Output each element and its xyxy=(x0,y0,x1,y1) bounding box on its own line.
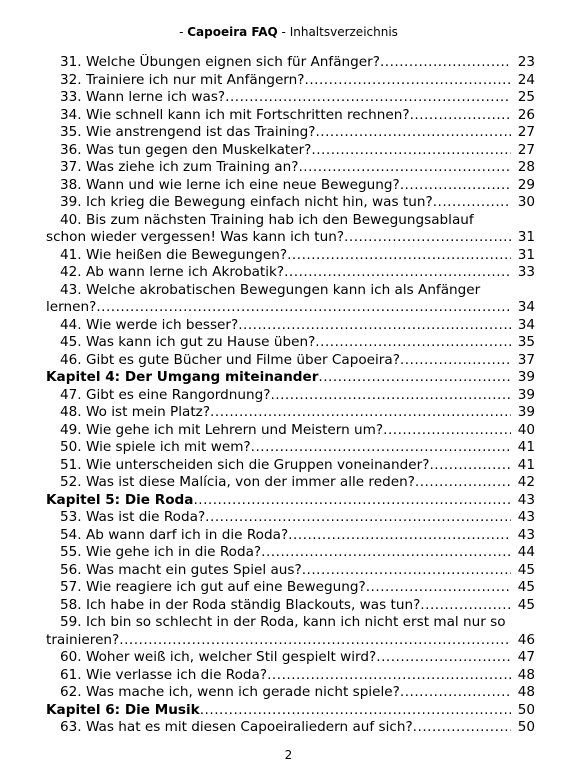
header-suffix: - Inhaltsverzeichnis xyxy=(277,25,398,39)
toc-entry-title: 40. Bis zum nächsten Training hab ich den Bewegungsablauf xyxy=(60,211,474,228)
toc-entry-line xyxy=(60,247,535,265)
toc-entry-title-line2: schon wieder vergessen! Was kann ich tun? xyxy=(46,229,345,245)
toc-entry-line xyxy=(60,562,535,580)
toc-entry-title-line2: trainieren? xyxy=(46,631,120,648)
toc-page-number: 33 xyxy=(511,264,535,282)
toc-entry-title: 57. Wie reagiere ich gut auf eine Bewegung? xyxy=(60,579,366,595)
toc-entry[interactable] xyxy=(0,247,577,265)
toc-entry-line xyxy=(60,177,535,195)
toc-entry-line xyxy=(60,579,535,597)
dot-leader xyxy=(287,247,535,263)
toc-entry-line xyxy=(60,334,535,352)
toc-entry-line xyxy=(60,142,535,160)
dot-leader xyxy=(305,72,536,88)
toc-entry[interactable] xyxy=(0,457,577,475)
toc-page-number: 48 xyxy=(511,684,535,702)
toc-entry-title: 50. Wie spiele ich mit wem? xyxy=(60,439,251,455)
toc-entry[interactable] xyxy=(0,89,577,107)
dot-leader xyxy=(200,702,535,718)
toc-entry-title-continued xyxy=(46,229,535,247)
toc-entry-title: 59. Ich bin so schlecht in der Roda, kann ich nicht erst mal nur so xyxy=(60,614,506,630)
toc-page-number: 50 xyxy=(511,702,535,720)
toc-entry-line xyxy=(60,89,535,107)
toc-entry-title: 56. Was macht ein gutes Spiel aus? xyxy=(60,561,302,578)
toc-entry-title: 52. Was ist diese Malícia, von der immer alle reden? xyxy=(60,474,415,490)
toc-entry-line xyxy=(60,439,535,457)
toc-entry-title: 55. Wie gehe ich in die Roda? xyxy=(60,544,262,560)
toc-page-number: 48 xyxy=(511,667,535,685)
toc-page-number: 30 xyxy=(511,194,535,212)
toc-entry[interactable] xyxy=(0,719,577,737)
toc-entry-title: 43. Welche akrobatischen Bewegungen kann ich als Anfänger xyxy=(60,281,481,298)
toc-entry[interactable] xyxy=(0,264,577,282)
toc-entry-line xyxy=(60,597,535,615)
toc-entry-line xyxy=(60,159,535,177)
toc-entry-title: 51. Wie unterscheiden sich die Gruppen voneinander? xyxy=(60,456,430,473)
toc-page-number: 45 xyxy=(511,579,535,597)
dot-leader xyxy=(315,334,535,350)
toc-entry[interactable] xyxy=(0,334,577,352)
page-number: 2 xyxy=(284,748,293,762)
toc-page-number: 31 xyxy=(511,247,535,265)
toc-entry[interactable] xyxy=(0,212,577,247)
toc-page-number: 39 xyxy=(511,369,535,387)
toc-entry-title: 39. Ich krieg die Bewegung einfach nicht hin, was tun? xyxy=(60,194,433,210)
dot-leader xyxy=(210,404,535,420)
toc-page-number: 50 xyxy=(511,719,535,737)
toc-entry-title-line2: lernen? xyxy=(46,299,97,315)
toc-entry[interactable] xyxy=(0,544,577,562)
toc-entry-line xyxy=(60,107,535,125)
toc-entry-line xyxy=(60,544,535,562)
toc-entry-line xyxy=(60,124,535,142)
toc-entry-title: 61. Wie verlasse ich die Roda? xyxy=(60,666,268,683)
toc-entry[interactable] xyxy=(0,54,577,72)
toc-entry-line xyxy=(60,264,535,282)
toc-page-number: 41 xyxy=(511,457,535,475)
dot-leader xyxy=(318,369,535,385)
toc-page-number: 40 xyxy=(511,422,535,440)
toc-page-number: 39 xyxy=(511,404,535,422)
toc-page-number: 47 xyxy=(511,649,535,667)
toc-entry[interactable] xyxy=(0,177,577,195)
toc-entry-line xyxy=(60,194,535,212)
toc-entry[interactable] xyxy=(0,527,577,545)
toc-entry[interactable] xyxy=(0,649,577,667)
toc-chapter-entry[interactable] xyxy=(0,492,577,510)
toc-entry-line xyxy=(46,702,535,720)
toc-page-number: 37 xyxy=(511,352,535,370)
toc-entry[interactable] xyxy=(0,107,577,125)
toc-entry-line xyxy=(60,404,535,422)
toc-page-number: 34 xyxy=(511,299,535,317)
dot-leader xyxy=(284,264,535,280)
dot-leader xyxy=(193,492,535,508)
toc-entry[interactable] xyxy=(0,422,577,440)
toc-page-number: 35 xyxy=(511,334,535,352)
toc-entry-title: 58. Ich habe in der Roda ständig Blackouts, was tun? xyxy=(60,596,421,613)
toc-entry[interactable] xyxy=(0,317,577,335)
toc-page-number: 42 xyxy=(511,474,535,492)
toc-entry[interactable] xyxy=(0,194,577,212)
toc-entry-line xyxy=(60,72,535,90)
toc-entry-line xyxy=(60,422,535,440)
toc-entry[interactable] xyxy=(0,72,577,90)
toc-entry-title: 54. Ab wann darf ich in die Roda? xyxy=(60,526,289,543)
toc-page-number: 43 xyxy=(511,527,535,545)
toc-entry-line xyxy=(60,649,535,667)
toc-entry-title: 33. Wann lerne ich was? xyxy=(60,89,226,105)
chapter-title: Kapitel 4: Der Umgang miteinander xyxy=(46,369,319,385)
toc-entry[interactable] xyxy=(0,614,577,649)
toc-entry[interactable] xyxy=(0,387,577,405)
toc-page-number: 23 xyxy=(511,54,535,72)
dot-leader xyxy=(267,667,535,683)
toc-entry-title: 31. Welche Übungen eignen sich für Anfänger? xyxy=(60,54,380,70)
toc-entry-title: 45. Was kann ich gut zu Hause üben? xyxy=(60,334,316,350)
toc-page-number: 27 xyxy=(511,142,535,160)
toc-page-number: 28 xyxy=(511,159,535,177)
chapter-title: Kapitel 5: Die Roda xyxy=(46,491,194,508)
toc-entry-line xyxy=(60,457,535,475)
toc-entry[interactable] xyxy=(0,684,577,702)
toc-chapter-entry[interactable] xyxy=(0,702,577,720)
toc-entry-line xyxy=(60,317,535,335)
toc-page-number: 45 xyxy=(511,597,535,615)
toc-entry-title: 44. Wie werde ich besser? xyxy=(60,316,239,333)
toc-entry[interactable] xyxy=(0,474,577,492)
toc-page-number: 27 xyxy=(511,124,535,142)
dot-leader xyxy=(302,562,535,578)
toc-entry-title-continued xyxy=(46,299,535,317)
toc-entry-title: 62. Was mache ich, wenn ich gerade nicht spiele? xyxy=(60,684,400,700)
page-header xyxy=(0,24,577,40)
toc-page-number: 25 xyxy=(511,89,535,107)
toc-entry-title: 47. Gibt es eine Rangordnung? xyxy=(60,386,271,403)
toc-entry-line xyxy=(60,352,535,370)
toc-entry[interactable] xyxy=(0,562,577,580)
toc-entry[interactable] xyxy=(0,439,577,457)
toc-entry[interactable] xyxy=(0,579,577,597)
toc-page-number: 26 xyxy=(511,107,535,125)
toc-entry-title-continued xyxy=(46,632,535,650)
toc-entry-title: 41. Wie heißen die Bewegungen? xyxy=(60,246,288,263)
dot-leader xyxy=(96,299,535,315)
toc-entry[interactable] xyxy=(0,282,577,317)
toc-entry[interactable] xyxy=(0,159,577,177)
header-prefix: - xyxy=(179,25,188,39)
toc-entry-line xyxy=(60,387,535,405)
dot-leader xyxy=(238,317,535,333)
toc-entry-title: 32. Trainiere ich nur mit Anfängern? xyxy=(60,71,305,88)
toc-entry-line xyxy=(46,369,535,387)
toc-entry[interactable] xyxy=(0,667,577,685)
header-title: Capoeira FAQ xyxy=(187,25,278,39)
dot-leader xyxy=(315,124,535,140)
toc-entry-line xyxy=(60,684,535,702)
toc-entry-line xyxy=(60,667,535,685)
toc-page-number: 29 xyxy=(511,177,535,195)
toc-entry-title: 46. Gibt es gute Bücher und Filme über Capoeira? xyxy=(60,351,400,368)
dot-leader xyxy=(298,159,535,175)
table-of-contents xyxy=(0,54,577,737)
toc-entry-title: 53. Was ist die Roda? xyxy=(60,509,206,525)
toc-entry-title: 49. Wie gehe ich mit Lehrern und Meistern um? xyxy=(60,421,384,438)
toc-page-number: 24 xyxy=(511,72,535,90)
toc-entry-title: 36. Was tun gegen den Muskelkater? xyxy=(60,141,312,158)
toc-entry-line xyxy=(60,527,535,545)
toc-page-number: 43 xyxy=(511,509,535,527)
toc-entry-title: 42. Ab wann lerne ich Akrobatik? xyxy=(60,264,285,280)
toc-entry-title: 34. Wie schnell kann ich mit Fortschritten rechnen? xyxy=(60,106,410,123)
toc-entry-line xyxy=(60,474,535,492)
dot-leader xyxy=(261,544,535,560)
toc-entry-title: 48. Wo ist mein Platz? xyxy=(60,404,211,420)
toc-entry-title: 60. Woher weiß ich, welcher Stil gespielt wird? xyxy=(60,649,377,665)
dot-leader xyxy=(225,89,535,105)
dot-leader xyxy=(344,229,535,245)
toc-entry[interactable] xyxy=(0,509,577,527)
toc-page-number: 39 xyxy=(511,387,535,405)
toc-entry-line xyxy=(60,54,535,72)
dot-leader xyxy=(119,632,535,648)
toc-entry-line xyxy=(60,509,535,527)
toc-entry[interactable] xyxy=(0,404,577,422)
toc-page-number: 34 xyxy=(511,317,535,335)
toc-page-number: 31 xyxy=(511,229,535,247)
toc-chapter-entry[interactable] xyxy=(0,369,577,387)
toc-entry-title: 63. Was hat es mit diesen Capoeiraliedern auf sich? xyxy=(60,719,413,735)
toc-entry-title: 38. Wann und wie lerne ich eine neue Bewegung? xyxy=(60,176,400,193)
dot-leader xyxy=(251,439,535,455)
toc-entry[interactable] xyxy=(0,352,577,370)
toc-page-number: 46 xyxy=(511,632,535,650)
toc-page-number: 43 xyxy=(511,492,535,510)
toc-page-number: 45 xyxy=(511,562,535,580)
toc-entry-title: 37. Was ziehe ich zum Training an? xyxy=(60,159,299,175)
chapter-title: Kapitel 6: Die Musik xyxy=(46,701,200,718)
toc-entry-line xyxy=(60,719,535,737)
toc-page-number: 44 xyxy=(511,544,535,562)
dot-leader xyxy=(288,527,535,543)
toc-entry-line xyxy=(46,492,535,510)
toc-entry[interactable] xyxy=(0,597,577,615)
dot-leader xyxy=(311,142,535,158)
toc-entry[interactable] xyxy=(0,142,577,160)
toc-entry-title: 35. Wie anstrengend ist das Training? xyxy=(60,124,316,140)
dot-leader xyxy=(270,387,535,403)
toc-entry[interactable] xyxy=(0,124,577,142)
toc-page-number: 41 xyxy=(511,439,535,457)
dot-leader xyxy=(366,579,535,595)
dot-leader xyxy=(205,509,535,525)
